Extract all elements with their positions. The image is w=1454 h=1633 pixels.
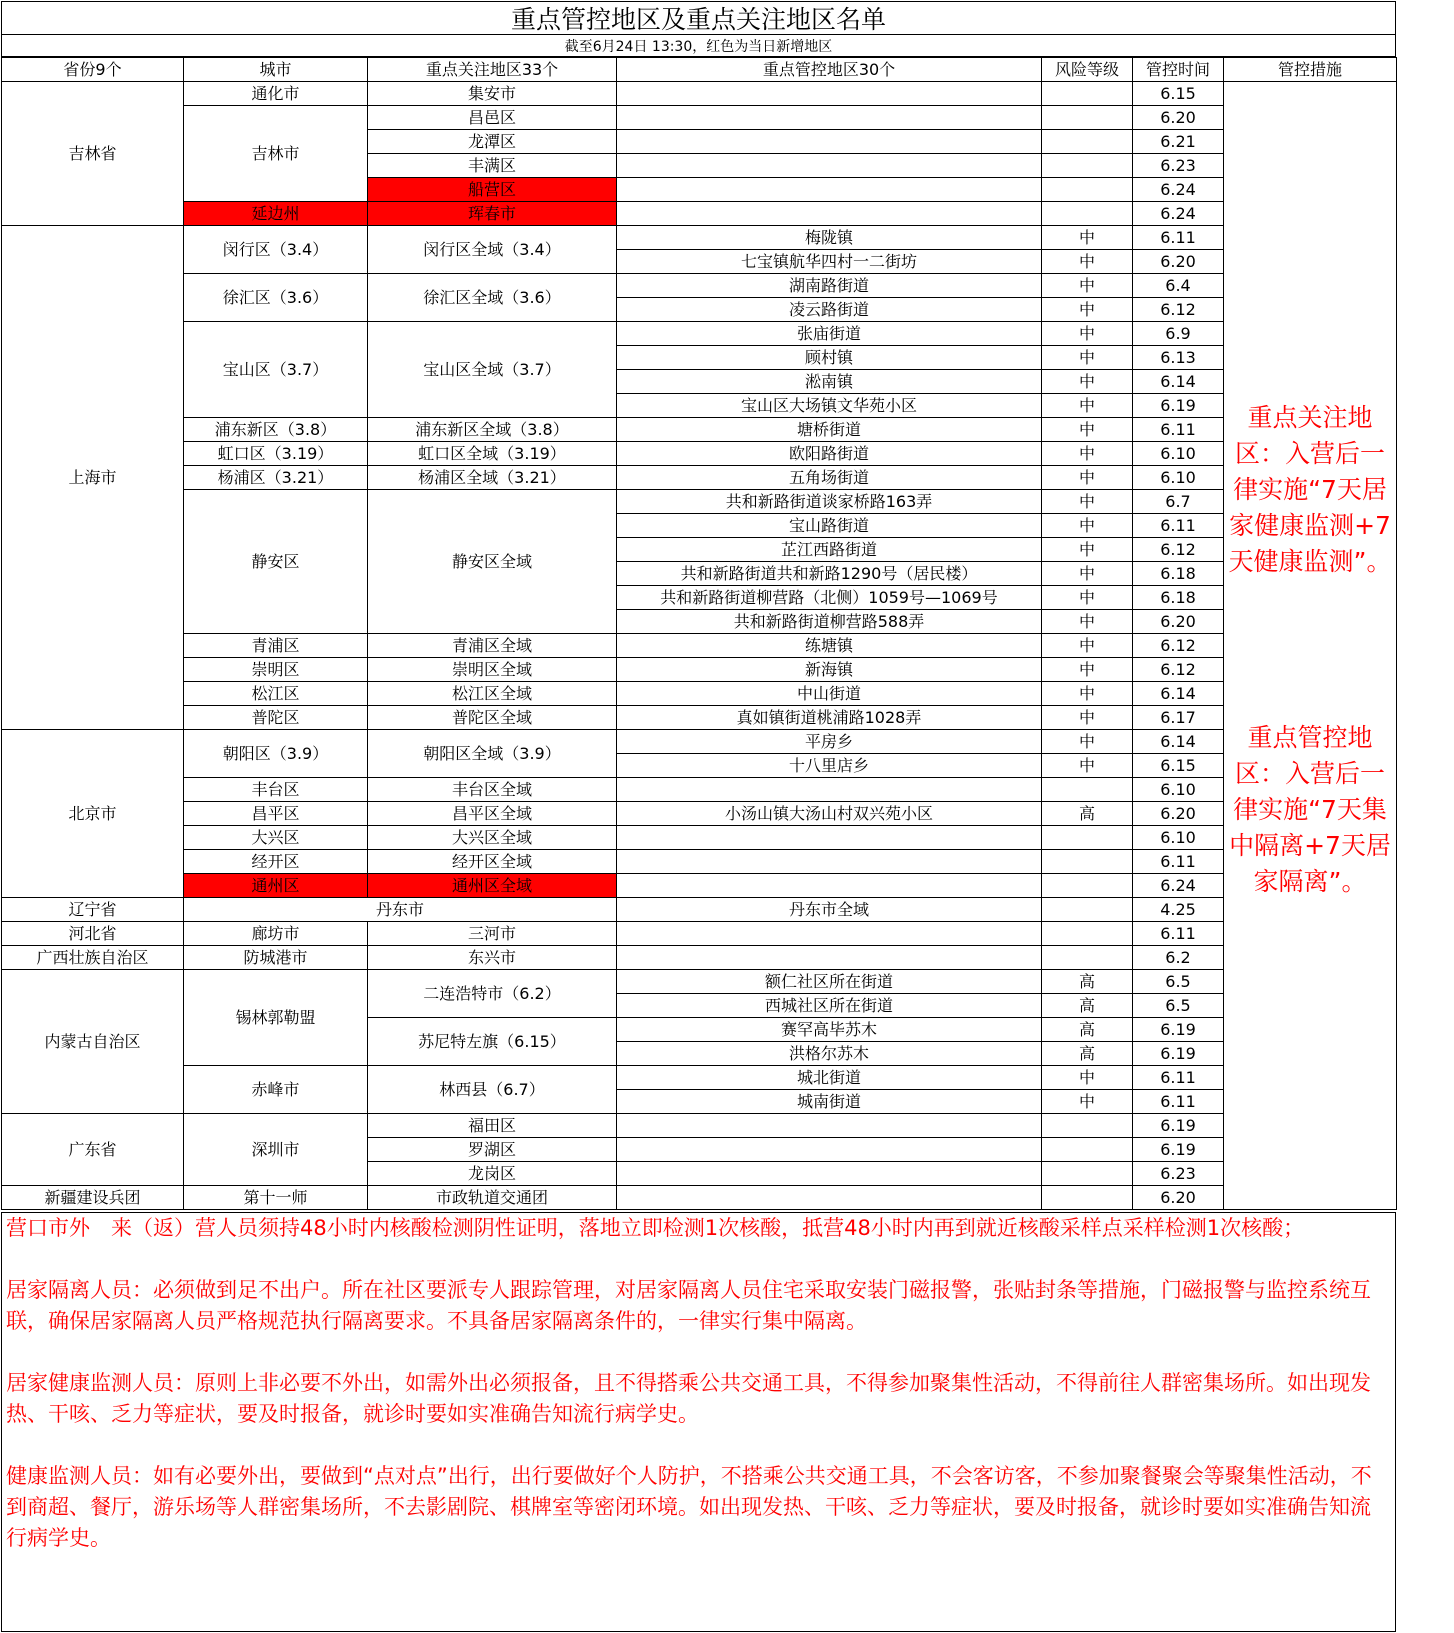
header-city: 城市 xyxy=(184,58,368,82)
risk-level-cell: 中 xyxy=(1042,634,1133,658)
control-area-cell: 中山街道 xyxy=(617,682,1042,706)
control-area-cell xyxy=(617,826,1042,850)
city-cell: 松江区 xyxy=(184,682,368,706)
risk-level-cell xyxy=(1042,1162,1133,1186)
focus-area-cell: 二连浩特市（6.2） xyxy=(368,970,617,1018)
control-area-cell: 宝山路街道 xyxy=(617,514,1042,538)
control-area-cell xyxy=(617,1138,1042,1162)
control-date-cell: 6.12 xyxy=(1133,658,1224,682)
table-row xyxy=(2,82,1397,106)
control-date-cell: 6.11 xyxy=(1133,418,1224,442)
control-area-cell: 共和新路街道共和新路1290号（居民楼） xyxy=(617,562,1042,586)
control-area-cell xyxy=(617,178,1042,202)
control-area-cell: 张庙街道 xyxy=(617,322,1042,346)
control-area-cell: 赛罕高毕苏木 xyxy=(617,1018,1042,1042)
control-date-cell: 6.23 xyxy=(1133,154,1224,178)
province-cell: 广东省 xyxy=(2,1114,184,1186)
risk-level-cell: 中 xyxy=(1042,466,1133,490)
table-row xyxy=(2,466,1397,490)
focus-area-cell: 珲春市 xyxy=(368,202,617,226)
focus-area-cell: 丰满区 xyxy=(368,154,617,178)
control-area-cell: 小汤山镇大汤山村双兴苑小区 xyxy=(617,802,1042,826)
control-date-cell: 6.19 xyxy=(1133,1138,1224,1162)
control-area-cell xyxy=(617,946,1042,970)
risk-level-cell: 高 xyxy=(1042,970,1133,994)
focus-area-cell: 龙岗区 xyxy=(368,1162,617,1186)
province-cell: 吉林省 xyxy=(2,82,184,226)
risk-level-cell: 高 xyxy=(1042,802,1133,826)
risk-level-cell: 中 xyxy=(1042,730,1133,754)
table-row xyxy=(2,274,1397,298)
control-area-cell xyxy=(617,1162,1042,1186)
control-date-cell: 6.11 xyxy=(1133,1090,1224,1114)
control-area-cell: 梅陇镇 xyxy=(617,226,1042,250)
city-cell: 丹东市 xyxy=(184,898,617,922)
control-date-cell: 6.20 xyxy=(1133,802,1224,826)
province-cell: 河北省 xyxy=(2,922,184,946)
risk-level-cell: 中 xyxy=(1042,514,1133,538)
focus-area-cell: 船营区 xyxy=(368,178,617,202)
province-cell: 新疆建设兵团 xyxy=(2,1186,184,1210)
risk-level-cell: 中 xyxy=(1042,562,1133,586)
risk-level-cell: 中 xyxy=(1042,754,1133,778)
control-area-cell: 城南街道 xyxy=(617,1090,1042,1114)
control-date-cell: 6.13 xyxy=(1133,346,1224,370)
control-area-cell: 淞南镇 xyxy=(617,370,1042,394)
table-row xyxy=(2,730,1397,754)
risk-level-cell xyxy=(1042,850,1133,874)
focus-area-cell: 经开区全域 xyxy=(368,850,617,874)
control-date-cell: 6.19 xyxy=(1133,1042,1224,1066)
table-row xyxy=(2,322,1397,346)
city-cell: 青浦区 xyxy=(184,634,368,658)
control-date-cell: 6.24 xyxy=(1133,202,1224,226)
city-cell: 廊坊市 xyxy=(184,922,368,946)
risk-level-cell xyxy=(1042,946,1133,970)
header-row xyxy=(2,58,1397,82)
table-row xyxy=(2,1114,1397,1138)
risk-level-cell: 中 xyxy=(1042,442,1133,466)
control-area-cell xyxy=(617,922,1042,946)
focus-area-cell: 林西县（6.7） xyxy=(368,1066,617,1114)
focus-area-cell: 三河市 xyxy=(368,922,617,946)
risk-level-cell: 中 xyxy=(1042,346,1133,370)
risk-level-cell xyxy=(1042,82,1133,106)
control-date-cell: 6.10 xyxy=(1133,466,1224,490)
focus-area-cell: 通州区全域 xyxy=(368,874,617,898)
city-cell: 大兴区 xyxy=(184,826,368,850)
risk-level-cell xyxy=(1042,130,1133,154)
focus-area-cell: 杨浦区全域（3.21） xyxy=(368,466,617,490)
control-area-cell: 塘桥街道 xyxy=(617,418,1042,442)
risk-level-cell: 高 xyxy=(1042,994,1133,1018)
table-row xyxy=(2,1066,1397,1090)
city-cell: 防城港市 xyxy=(184,946,368,970)
control-area-cell: 共和新路街道柳营路（北侧）1059号—1069号 xyxy=(617,586,1042,610)
focus-area-cell: 徐汇区全域（3.6） xyxy=(368,274,617,322)
table-row xyxy=(2,778,1397,802)
table-row xyxy=(2,826,1397,850)
table-row xyxy=(2,106,1397,130)
risk-level-cell xyxy=(1042,178,1133,202)
control-area-cell xyxy=(617,130,1042,154)
province-cell: 北京市 xyxy=(2,730,184,898)
table-row xyxy=(2,1186,1397,1210)
risk-level-cell xyxy=(1042,1114,1133,1138)
risk-level-cell xyxy=(1042,874,1133,898)
table-row xyxy=(2,682,1397,706)
control-area-cell: 额仁社区所在街道 xyxy=(617,970,1042,994)
focus-area-cell: 松江区全域 xyxy=(368,682,617,706)
control-date-cell: 6.20 xyxy=(1133,250,1224,274)
control-date-cell: 6.14 xyxy=(1133,730,1224,754)
control-area-cell: 芷江西路街道 xyxy=(617,538,1042,562)
control-area-cell xyxy=(617,106,1042,130)
header-focus-area: 重点关注地区33个 xyxy=(368,58,617,82)
risk-level-cell: 中 xyxy=(1042,490,1133,514)
risk-level-cell: 中 xyxy=(1042,586,1133,610)
control-area-cell: 城北街道 xyxy=(617,1066,1042,1090)
city-cell: 吉林市 xyxy=(184,106,368,202)
table-row xyxy=(2,922,1397,946)
measures-cell xyxy=(1224,82,1397,1210)
control-area-cell xyxy=(617,778,1042,802)
control-date-cell: 6.19 xyxy=(1133,394,1224,418)
risk-level-cell: 中 xyxy=(1042,298,1133,322)
focus-area-cell: 浦东新区全域（3.8） xyxy=(368,418,617,442)
control-date-cell: 6.9 xyxy=(1133,322,1224,346)
table-row xyxy=(2,850,1397,874)
control-date-cell: 6.18 xyxy=(1133,562,1224,586)
control-date-cell: 6.14 xyxy=(1133,370,1224,394)
risk-level-cell: 中 xyxy=(1042,610,1133,634)
risk-level-cell: 中 xyxy=(1042,706,1133,730)
table-row xyxy=(2,706,1397,730)
city-cell: 静安区 xyxy=(184,490,368,634)
control-date-cell: 6.7 xyxy=(1133,490,1224,514)
control-area-cell: 宝山区大场镇文华苑小区 xyxy=(617,394,1042,418)
focus-area-cell: 大兴区全域 xyxy=(368,826,617,850)
control-date-cell: 6.2 xyxy=(1133,946,1224,970)
control-date-cell: 6.20 xyxy=(1133,610,1224,634)
control-area-cell: 顾村镇 xyxy=(617,346,1042,370)
control-area-cell: 丹东市全域 xyxy=(617,898,1042,922)
focus-area-cell: 昌邑区 xyxy=(368,106,617,130)
city-cell: 闵行区（3.4） xyxy=(184,226,368,274)
risk-level-cell: 中 xyxy=(1042,370,1133,394)
city-cell: 朝阳区（3.9） xyxy=(184,730,368,778)
risk-level-cell xyxy=(1042,1186,1133,1210)
risk-level-cell: 中 xyxy=(1042,658,1133,682)
province-cell: 上海市 xyxy=(2,226,184,730)
control-date-cell: 6.11 xyxy=(1133,922,1224,946)
risk-level-cell: 中 xyxy=(1042,274,1133,298)
table-row xyxy=(2,634,1397,658)
risk-level-cell: 中 xyxy=(1042,250,1133,274)
sheet-title: 重点管控地区及重点关注地区名单 xyxy=(1,1,1396,35)
city-cell: 赤峰市 xyxy=(184,1066,368,1114)
table-row xyxy=(2,418,1397,442)
table-row xyxy=(2,442,1397,466)
province-cell: 内蒙古自治区 xyxy=(2,970,184,1114)
city-cell: 延边州 xyxy=(184,202,368,226)
table-row xyxy=(2,226,1397,250)
focus-area-cell: 市政轨道交通团 xyxy=(368,1186,617,1210)
focus-area-cell: 龙潭区 xyxy=(368,130,617,154)
control-area-cell xyxy=(617,1186,1042,1210)
risk-level-cell xyxy=(1042,778,1133,802)
table-row xyxy=(2,874,1397,898)
table-row xyxy=(2,658,1397,682)
city-cell: 浦东新区（3.8） xyxy=(184,418,368,442)
risk-level-cell: 中 xyxy=(1042,682,1133,706)
control-area-cell: 真如镇街道桃浦路1028弄 xyxy=(617,706,1042,730)
control-area-cell xyxy=(617,154,1042,178)
control-area-cell xyxy=(617,202,1042,226)
control-date-cell: 6.12 xyxy=(1133,298,1224,322)
focus-area-cell: 罗湖区 xyxy=(368,1138,617,1162)
control-date-cell: 6.5 xyxy=(1133,994,1224,1018)
risk-level-cell: 中 xyxy=(1042,226,1133,250)
control-area-cell xyxy=(617,82,1042,106)
city-cell: 杨浦区（3.21） xyxy=(184,466,368,490)
control-area-cell: 西城社区所在街道 xyxy=(617,994,1042,1018)
control-area-cell: 五角场街道 xyxy=(617,466,1042,490)
header-province: 省份9个 xyxy=(2,58,184,82)
city-cell: 锡林郭勒盟 xyxy=(184,970,368,1066)
risk-level-cell: 中 xyxy=(1042,418,1133,442)
control-date-cell: 6.21 xyxy=(1133,130,1224,154)
control-area-cell: 湖南路街道 xyxy=(617,274,1042,298)
control-measure-text: 重点管控地区：入营后一律实施“7天集中隔离+7天居家隔离”。 xyxy=(1229,723,1391,896)
risk-level-cell xyxy=(1042,826,1133,850)
control-date-cell: 6.15 xyxy=(1133,754,1224,778)
control-date-cell: 6.20 xyxy=(1133,106,1224,130)
control-date-cell: 6.19 xyxy=(1133,1018,1224,1042)
city-cell: 虹口区（3.19） xyxy=(184,442,368,466)
focus-area-cell: 东兴市 xyxy=(368,946,617,970)
city-cell: 宝山区（3.7） xyxy=(184,322,368,418)
control-area-cell xyxy=(617,874,1042,898)
control-date-cell: 6.12 xyxy=(1133,538,1224,562)
region-table xyxy=(1,57,1397,1210)
control-area-cell: 洪格尔苏木 xyxy=(617,1042,1042,1066)
control-area-cell xyxy=(617,1114,1042,1138)
control-area-cell: 共和新路街道谈家桥路163弄 xyxy=(617,490,1042,514)
control-date-cell: 6.10 xyxy=(1133,778,1224,802)
city-cell: 普陀区 xyxy=(184,706,368,730)
focus-area-cell: 苏尼特左旗（6.15） xyxy=(368,1018,617,1066)
focus-area-cell: 崇明区全域 xyxy=(368,658,617,682)
risk-level-cell: 中 xyxy=(1042,1066,1133,1090)
sheet-subtitle: 截至6月24日 13:30，红色为当日新增地区 xyxy=(1,35,1396,57)
control-area-cell xyxy=(617,850,1042,874)
focus-area-cell: 福田区 xyxy=(368,1114,617,1138)
focus-area-cell: 静安区全域 xyxy=(368,490,617,634)
focus-area-cell: 虹口区全域（3.19） xyxy=(368,442,617,466)
control-date-cell: 6.18 xyxy=(1133,586,1224,610)
city-cell: 丰台区 xyxy=(184,778,368,802)
control-date-cell: 6.11 xyxy=(1133,514,1224,538)
city-cell: 昌平区 xyxy=(184,802,368,826)
control-area-cell: 凌云路街道 xyxy=(617,298,1042,322)
note-paragraph: 健康监测人员：如有必要外出，要做到“点对点”出行，出行要做好个人防护，不搭乘公共交通工具，不会客访客，不参加聚餐聚会等聚集性活动，不到商超、餐厅，游乐场等人群密集场所，不去影剧院、棋牌室等密闭环境。如出现发热、干咳、乏力等症状，要及时报备，就诊时要如实准确告知流行病学史。 xyxy=(6,1464,1372,1550)
risk-level-cell xyxy=(1042,922,1133,946)
focus-area-cell: 朝阳区全域（3.9） xyxy=(368,730,617,778)
note-paragraph: 居家健康监测人员：原则上非必要不外出，如需外出必须报备，且不得搭乘公共交通工具，不得参加聚集性活动，不得前往人群密集场所。如出现发热、干咳、乏力等症状，要及时报备，就诊时要如实准确告知流行病学史。 xyxy=(6,1371,1371,1426)
table-row xyxy=(2,490,1397,514)
control-area-cell: 练塘镇 xyxy=(617,634,1042,658)
control-date-cell: 6.10 xyxy=(1133,442,1224,466)
header-control-date: 管控时间 xyxy=(1133,58,1224,82)
focus-area-cell: 青浦区全域 xyxy=(368,634,617,658)
control-date-cell: 6.11 xyxy=(1133,226,1224,250)
focus-measure-text: 重点关注地区：入营后一律实施“7天居家健康监测+7天健康监测”。 xyxy=(1228,403,1392,576)
control-date-cell: 6.20 xyxy=(1133,1186,1224,1210)
control-date-cell: 6.12 xyxy=(1133,634,1224,658)
focus-area-cell: 宝山区全域（3.7） xyxy=(368,322,617,418)
table-row xyxy=(2,946,1397,970)
focus-area-cell: 普陀区全域 xyxy=(368,706,617,730)
table-row xyxy=(2,970,1397,994)
control-date-cell: 6.5 xyxy=(1133,970,1224,994)
note-paragraph: 营口市外 来（返）营人员须持48小时内核酸检测阴性证明，落地立即检测1次核酸，抵营48小时内再到就近核酸采样点采样检测1次核酸； xyxy=(6,1216,1305,1240)
province-cell: 辽宁省 xyxy=(2,898,184,922)
focus-area-cell: 闵行区全域（3.4） xyxy=(368,226,617,274)
city-cell: 通化市 xyxy=(184,82,368,106)
control-date-cell: 6.11 xyxy=(1133,850,1224,874)
city-cell: 经开区 xyxy=(184,850,368,874)
risk-level-cell: 中 xyxy=(1042,538,1133,562)
control-date-cell: 6.19 xyxy=(1133,1114,1224,1138)
control-date-cell: 6.17 xyxy=(1133,706,1224,730)
risk-level-cell: 中 xyxy=(1042,322,1133,346)
focus-area-cell: 集安市 xyxy=(368,82,617,106)
control-date-cell: 4.25 xyxy=(1133,898,1224,922)
risk-level-cell: 中 xyxy=(1042,1090,1133,1114)
risk-level-cell xyxy=(1042,202,1133,226)
header-control-area: 重点管控地区30个 xyxy=(617,58,1042,82)
spreadsheet xyxy=(1,1,1396,1210)
control-area-cell: 十八里店乡 xyxy=(617,754,1042,778)
city-cell: 第十一师 xyxy=(184,1186,368,1210)
focus-area-cell: 丰台区全域 xyxy=(368,778,617,802)
notes-section xyxy=(1,1212,1396,1632)
control-area-cell: 欧阳路街道 xyxy=(617,442,1042,466)
risk-level-cell: 中 xyxy=(1042,394,1133,418)
control-date-cell: 6.15 xyxy=(1133,82,1224,106)
header-measures: 管控措施 xyxy=(1224,58,1397,82)
table-row xyxy=(2,898,1397,922)
control-date-cell: 6.24 xyxy=(1133,874,1224,898)
control-date-cell: 6.11 xyxy=(1133,1066,1224,1090)
risk-level-cell xyxy=(1042,898,1133,922)
control-area-cell: 七宝镇航华四村一二街坊 xyxy=(617,250,1042,274)
city-cell: 崇明区 xyxy=(184,658,368,682)
risk-level-cell: 高 xyxy=(1042,1042,1133,1066)
header-risk-level: 风险等级 xyxy=(1042,58,1133,82)
risk-level-cell xyxy=(1042,154,1133,178)
province-cell: 广西壮族自治区 xyxy=(2,946,184,970)
risk-level-cell xyxy=(1042,1138,1133,1162)
control-area-cell: 平房乡 xyxy=(617,730,1042,754)
control-date-cell: 6.23 xyxy=(1133,1162,1224,1186)
control-area-cell: 新海镇 xyxy=(617,658,1042,682)
table-row xyxy=(2,202,1397,226)
control-area-cell: 共和新路街道柳营路588弄 xyxy=(617,610,1042,634)
control-date-cell: 6.24 xyxy=(1133,178,1224,202)
table-row xyxy=(2,802,1397,826)
risk-level-cell xyxy=(1042,106,1133,130)
focus-area-cell: 昌平区全域 xyxy=(368,802,617,826)
note-paragraph: 居家隔离人员：必须做到足不出户。所在社区要派专人跟踪管理，对居家隔离人员住宅采取安装门磁报警，张贴封条等措施，门磁报警与监控系统互联，确保居家隔离人员严格规范执行隔离要求。不具备居家隔离条件的，一律实行集中隔离。 xyxy=(6,1278,1371,1333)
control-date-cell: 6.14 xyxy=(1133,682,1224,706)
risk-level-cell: 高 xyxy=(1042,1018,1133,1042)
city-cell: 深圳市 xyxy=(184,1114,368,1186)
city-cell: 通州区 xyxy=(184,874,368,898)
control-date-cell: 6.10 xyxy=(1133,826,1224,850)
city-cell: 徐汇区（3.6） xyxy=(184,274,368,322)
control-date-cell: 6.4 xyxy=(1133,274,1224,298)
